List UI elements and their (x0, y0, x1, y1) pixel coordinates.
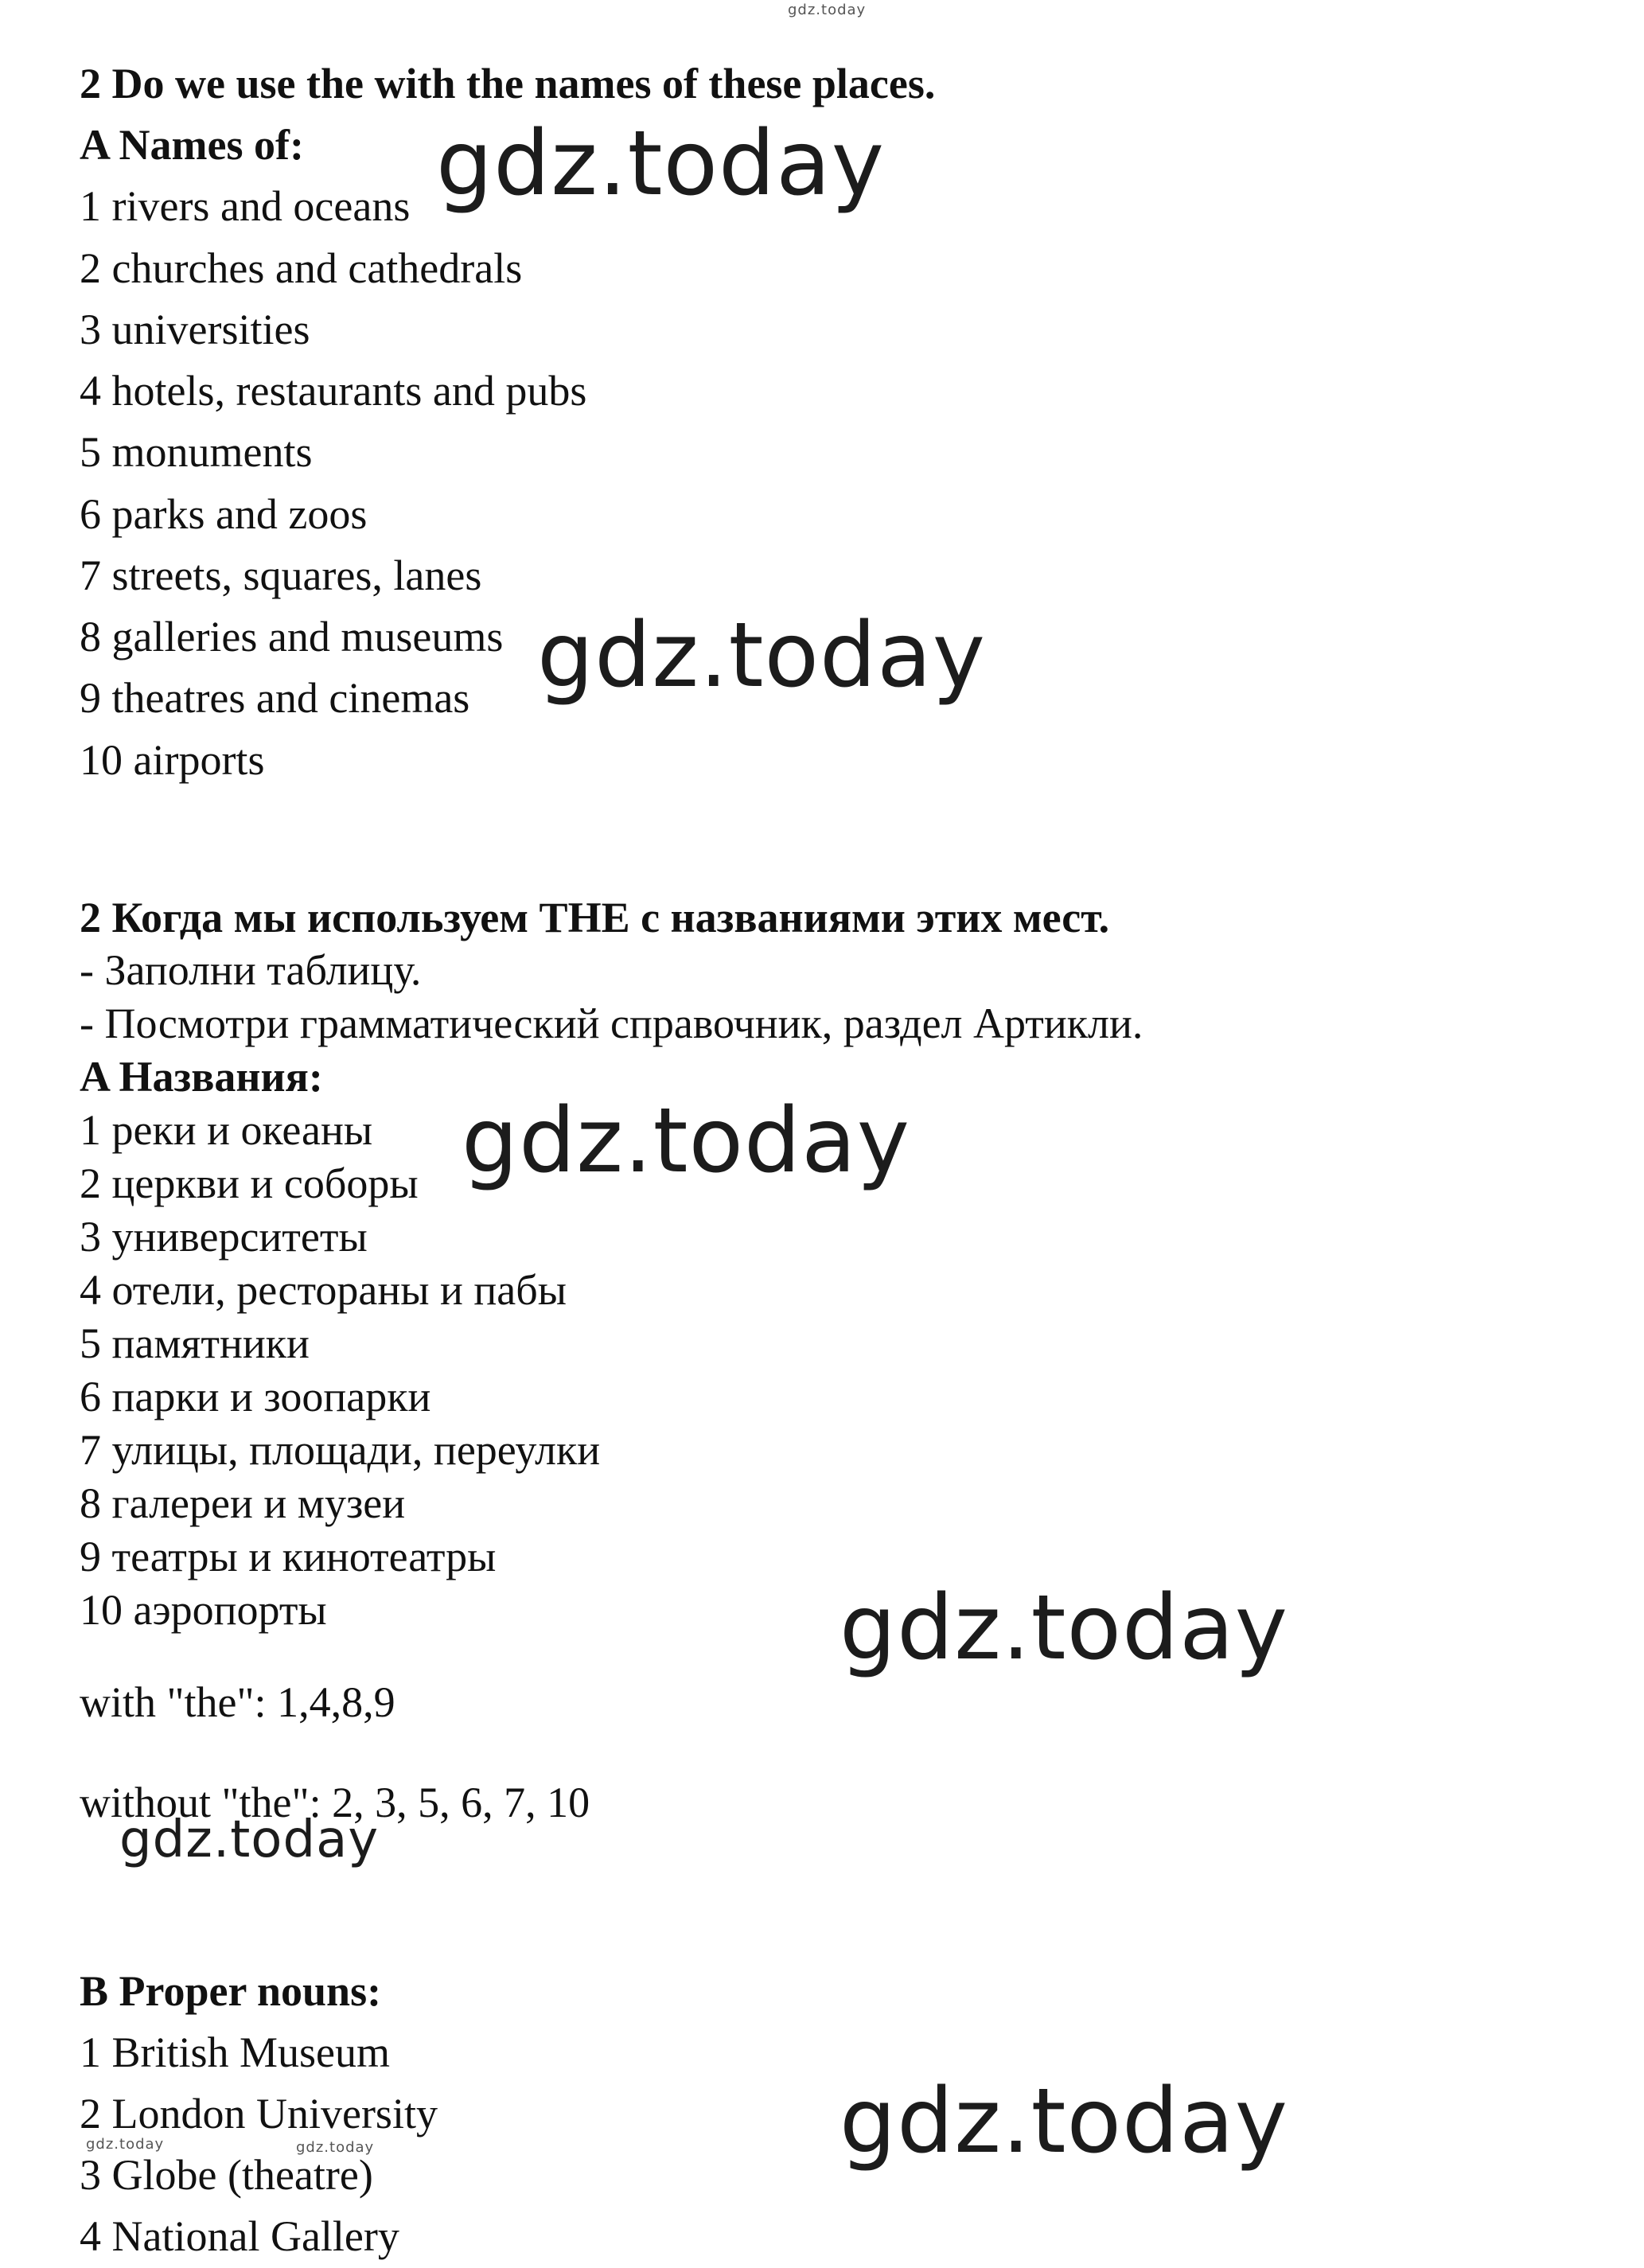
list-item: 2 церкви и соборы (80, 1159, 419, 1207)
list-item: 4 hotels, restaurants and pubs (80, 367, 587, 415)
list-item: 8 галереи и музеи (80, 1479, 406, 1527)
instruction-line: - Заполни таблицу. (80, 946, 422, 994)
watermark-small: gdz.today (86, 2136, 165, 2153)
watermark: gdz.today (840, 2070, 1289, 2173)
exercise-heading-ru: 2 Когда мы используем THE с названиями этих мест. (80, 894, 1110, 941)
watermark: gdz.today (119, 1810, 380, 1869)
list-item: 6 parks and zoos (80, 490, 368, 538)
list-item: 9 theatres and cinemas (80, 674, 470, 722)
answer-with-the: with "the": 1,4,8,9 (80, 1678, 395, 1726)
list-item: 8 galleries and museums (80, 613, 504, 661)
exercise-heading-en: 2 Do we use the with the names of these places. (80, 60, 936, 107)
answer-without-the: without "the": 2, 3, 5, 6, 7, 10 (80, 1779, 590, 1826)
list-item: 5 памятники (80, 1319, 310, 1367)
list-item: 6 парки и зоопарки (80, 1373, 431, 1420)
list-item: 2 churches and cathedrals (80, 244, 523, 292)
list-item: 7 улицы, площади, переулки (80, 1426, 601, 1474)
subheading-en: A Names of: (80, 121, 304, 169)
watermark: gdz.today (436, 112, 886, 216)
subheading-proper-nouns: B Proper nouns: (80, 1967, 382, 2015)
list-item: 1 British Museum (80, 2028, 391, 2076)
list-item: 1 реки и океаны (80, 1106, 373, 1154)
list-item: 3 universities (80, 306, 310, 353)
list-item: 3 Globe (theatre) (80, 2151, 373, 2199)
list-item: 10 аэропорты (80, 1586, 327, 1634)
watermark: gdz.today (537, 604, 987, 707)
watermark-top: gdz.today (788, 2, 867, 18)
list-item: 2 London University (80, 2090, 438, 2137)
list-item: 3 университеты (80, 1213, 368, 1261)
instruction-line: - Посмотри грамматический справочник, раздел Артикли. (80, 1000, 1143, 1047)
list-item: 5 monuments (80, 428, 313, 476)
list-item: 10 airports (80, 736, 265, 784)
watermark-small: gdz.today (296, 2139, 375, 2156)
list-item: 9 театры и кинотеатры (80, 1533, 497, 1580)
list-item: 7 streets, squares, lanes (80, 551, 482, 599)
watermark: gdz.today (840, 1576, 1289, 1680)
list-item: 4 National Gallery (80, 2212, 399, 2260)
list-item: 4 отели, рестораны и пабы (80, 1266, 567, 1314)
list-item: 1 rivers and oceans (80, 182, 411, 230)
watermark: gdz.today (462, 1089, 911, 1193)
subheading-ru: A Названия: (80, 1053, 323, 1101)
